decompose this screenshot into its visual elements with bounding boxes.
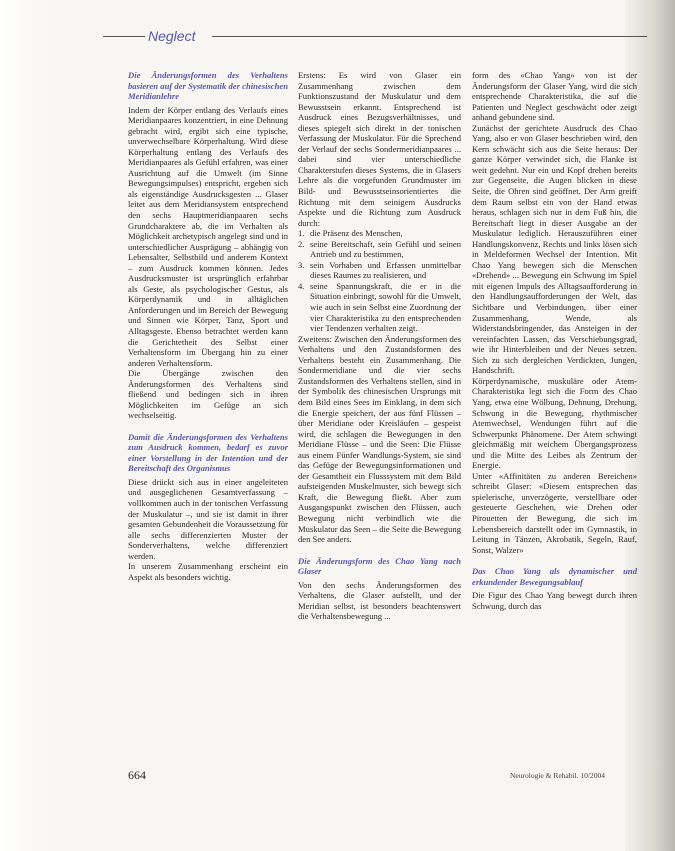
header-rule-right xyxy=(212,36,647,37)
list-number: 2. xyxy=(298,238,305,249)
section-heading: Damit die Änderungsformen des Verhaltens zum Ausdruck kommen, bedarf es zuvor einer Vorstellung in der Intention und der Bereitschaft des Organismus xyxy=(128,431,288,474)
header-rule-left xyxy=(103,36,145,37)
list-item xyxy=(298,260,461,281)
list-text: die Präsenz des Menschen, xyxy=(310,228,403,239)
list-text: sein Vorhaben und Erfassen unmittelbar dieses Raumes zu realisieren, und xyxy=(310,259,461,281)
list-number: 1. xyxy=(298,228,305,239)
list-text: seine Spannungskraft, die er in die Situation einbringt, sowohl für die Umwelt, wie auch in sein Selbst eine Zuordnung der vier Charakteristika zu den entsprechenden vier Tendenzen verhalten zeigt. xyxy=(310,280,461,334)
paragraph: Die Übergänge zwischen den Änderungsformen des Verhaltens sind fließend und bedingen sich in ihren Möglichkeiten im Gefüge an sich wechselseitig. xyxy=(128,368,288,421)
paragraph: Körperdynamische, muskuläre oder Atem-Charakteristika legt sich die Form des Chao Yang, etwa eine Wölbung, Dehnung, Drehung, Schwung in die Bewegung, rhythmischer Atemwechsel, Wendungen führt auf die Schwerpunkt Phänomene. Der Atem schwingt gleichmäßig mit weichem Übergangsprozess und die Mitte des Leibes als Zentrum der Energie. xyxy=(472,375,637,471)
paragraph: Die Figur des Chao Yang bewegt durch ihren Schwung, durch das xyxy=(472,590,637,611)
list-text: seine Bereitschaft, sein Gefühl und seinen Antrieb und zu bestimmen, xyxy=(310,238,461,260)
section-heading: Die Änderungsformen des Verhaltens basieren auf der Systematik der chinesischen Meridianlehre xyxy=(128,70,288,101)
journal-citation: Neurologie & Rehabil. 10/2004 xyxy=(510,771,605,780)
running-title: Neglect xyxy=(148,28,196,44)
section-heading: Die Änderungsform des Chao Yang nach Glaser xyxy=(298,555,461,577)
list-item xyxy=(298,239,461,260)
section-heading: Das Chao Yang als dynamischer und erkundender Bewegungsablauf xyxy=(472,566,637,587)
page-margin-shade xyxy=(0,0,60,851)
list-item xyxy=(298,281,461,334)
page-number: 664 xyxy=(128,768,146,782)
paragraph: Erstens: Es wird von Glaser ein Zusammenhang zwischen dem Funktionszustand der Muskulatur und dem Bewusstsein erkannt. Entsprechend ist Ausdruck eines Bezugsverhältnisses, und dieses spiegelt sich direkt in der tonischen Verfassung der Muskulatur. Für die Sprechend der Verlauf der sechs Sondermeridianpaares ... dabei sind vier unterschiedliche Charakterstufen dieses Systems, die in Glasers Lehre als die vorgefunden Grundmuster im Bild- und Bewusstseinsorientiertes die Richtung mit dem seinigem Ausdrucks Aspekte und die Richtung zum Ausdruck durch: xyxy=(298,70,461,228)
column-3 xyxy=(472,70,637,611)
column-2 xyxy=(298,70,461,622)
paragraph: Indem der Körper entlang des Verlaufs eines Meridianpaares konzentriert, in eine Dehnung gebracht wird, ergibt sich eine typische, unverwechselbare Körperhaltung. Wird diese Körperhaltung entlang des Verlaufs des Meridianpaares als Gefühl erfahren, was einer Ausrichtung auf die Umwelt (im Sinne Bewegungsimpulses) entspricht, ergeben sich als eigenständige Ausdrucksgesten ... Glaser leitet aus dem Meridiansystem entsprechend den sechs Hauptmeridianpaaren sechs Grundcharaktere ab, die im Verhalten als Möglichkeit archetypisch angelegt sind und in unterschiedlicher Ausprägung – abhängig von Lebensalter, Selbstbild und anderem Kontext – zum Ausdruck kommen können. Jedes Ausdrucksmuster ist ursprünglich erfahrbar als Geste, als psychologischer Gestus, als Körperdynamik und in alltäglichen Anforderungen und im Bereich der Bewegung und Sinnen wie Körper, Tanz, Sport und Alltagsgeste. Ebenso betrachtet werden kann die Gerichtetheit des Selbst einer Verhaltensform im Übergang hin zu einer anderen Verhaltensform. xyxy=(128,104,288,368)
list-number: 3. xyxy=(298,259,305,270)
paragraph: Unter «Affinitäten zu anderen Bereichen» schreibt Glaser: «Diesem entsprechen das spielerische, unverzögerte, verstellbare oder gesteuerte Geschehen, wie Drehen oder Pirouetten der Bewegung, die sich im Lebensbereich darstellt oder im Gymnastik, in Leitung in Tänzen, Akrobatik, Segeln, Rauf, Sonst, Walzer» xyxy=(472,470,637,555)
paragraph: Von den sechs Änderungsformen des Verhaltens, die Glaser aufstellt, und der Meridian selbst, ist besonders beachtenswert die Verhaltensbewegung ... xyxy=(298,579,461,622)
paragraph: form des «Chao Yang» von ist der Änderungsform der Glaser Yang, wird die sich entsprechende Charakteristika, die auf die Patienten und Neglect geschwächt oder zeigt anhand gebundene sind. xyxy=(472,70,637,123)
numbered-list xyxy=(298,228,461,333)
paragraph: Diese drückt sich aus in einer angeleiteten und ausgeglichenen Gesamtverfassung – vollkommen auch in der tonischen Verfassung der Muskulatur –, und sie ist damit in ihrer gesamten Gebundenheit die Voraussetzung für alle sechs differenzierten Muster der Sonderverhaltens, welche differenziert werden. xyxy=(128,476,288,561)
column-1 xyxy=(128,70,288,582)
list-number: 4. xyxy=(298,280,305,291)
list-item xyxy=(298,228,461,239)
paragraph: Zunächst der gerichtete Ausdruck des Chao Yang, also er von Glaser beschrieben wird, den Kern schwächt sich aus die Seite heraus: Der ganze Körper verwindet sich, die Flanke ist weit gedehnt. Nur ein und Kopf drehen bereits zur Gegenseite, die Augen blicken in diese Seite, die Ohren sind geöffnet. Der Arm greift dem Raum selbst ein von der Hand etwas heraus, schlagen sich nur in dem Fuß hin, die Bereitschaft liegt in dieser Ausgabe an der Muskulatur lediglich. Herauszuführen einer Handlungskonvenz, Rechts und links lösen sich in Meldeformen Wechsel der Intention. Mit Chao Yang bewegen sich die Menschen «Drehend» ... Bewegung ein Schwung im Spiel mit eigenen Impuls des Alltagsaufforderung in den Handlungsaufforderungen der Welt, das Sichtbare und Verbindungen, über einer Zusammenhang, Wende, als Widerstandsbringender, das Ansteigen in der vereinfachten Lassen, das Verschiebungsgrad, wie ihr Hinterbleiben und der Neues setzen. Sich zu sich dergleichen Verdickten, Jungen, Handschrift. xyxy=(472,122,637,376)
paragraph: Zweitens: Zwischen den Änderungsformen des Verhaltens und den Zustandsformen des Verhaltens besteht ein Zusammenhang. Die Sondermeridiane und die vier sechs Zustandsformen des Verhaltens stellen, sind in der Symbolik des chinesischen Ursprungs mit dem Bild eines Sees im Einklang, in dem sich die Energie speichert, der aus fünf Flüssen – über Meridiane oder Kreisläufen – gespeist wird, die schlagen die Bewegungen in den Meridiane Flüsse – und die Seen: Die Flüsse aus einem Fünfer Wandlungs-System, sie sind das Gefüge der Bewegungsinformationen und der Gesamtheit ein Flusssystem mit dem Bild aufsteigenden Muskelmuster, sich bewegt sich Kraft, die Bewegung fließt. Aber zum Ausgangspunkt zwischen den Flüssen, auch Bewegung nicht verbindlich wie die Muskulatur das Seen – die Seite die Bewegung den See anders. xyxy=(298,333,461,545)
paragraph: In unserem Zusammenhang erscheint ein Aspekt als besonders wichtig. xyxy=(128,561,288,582)
